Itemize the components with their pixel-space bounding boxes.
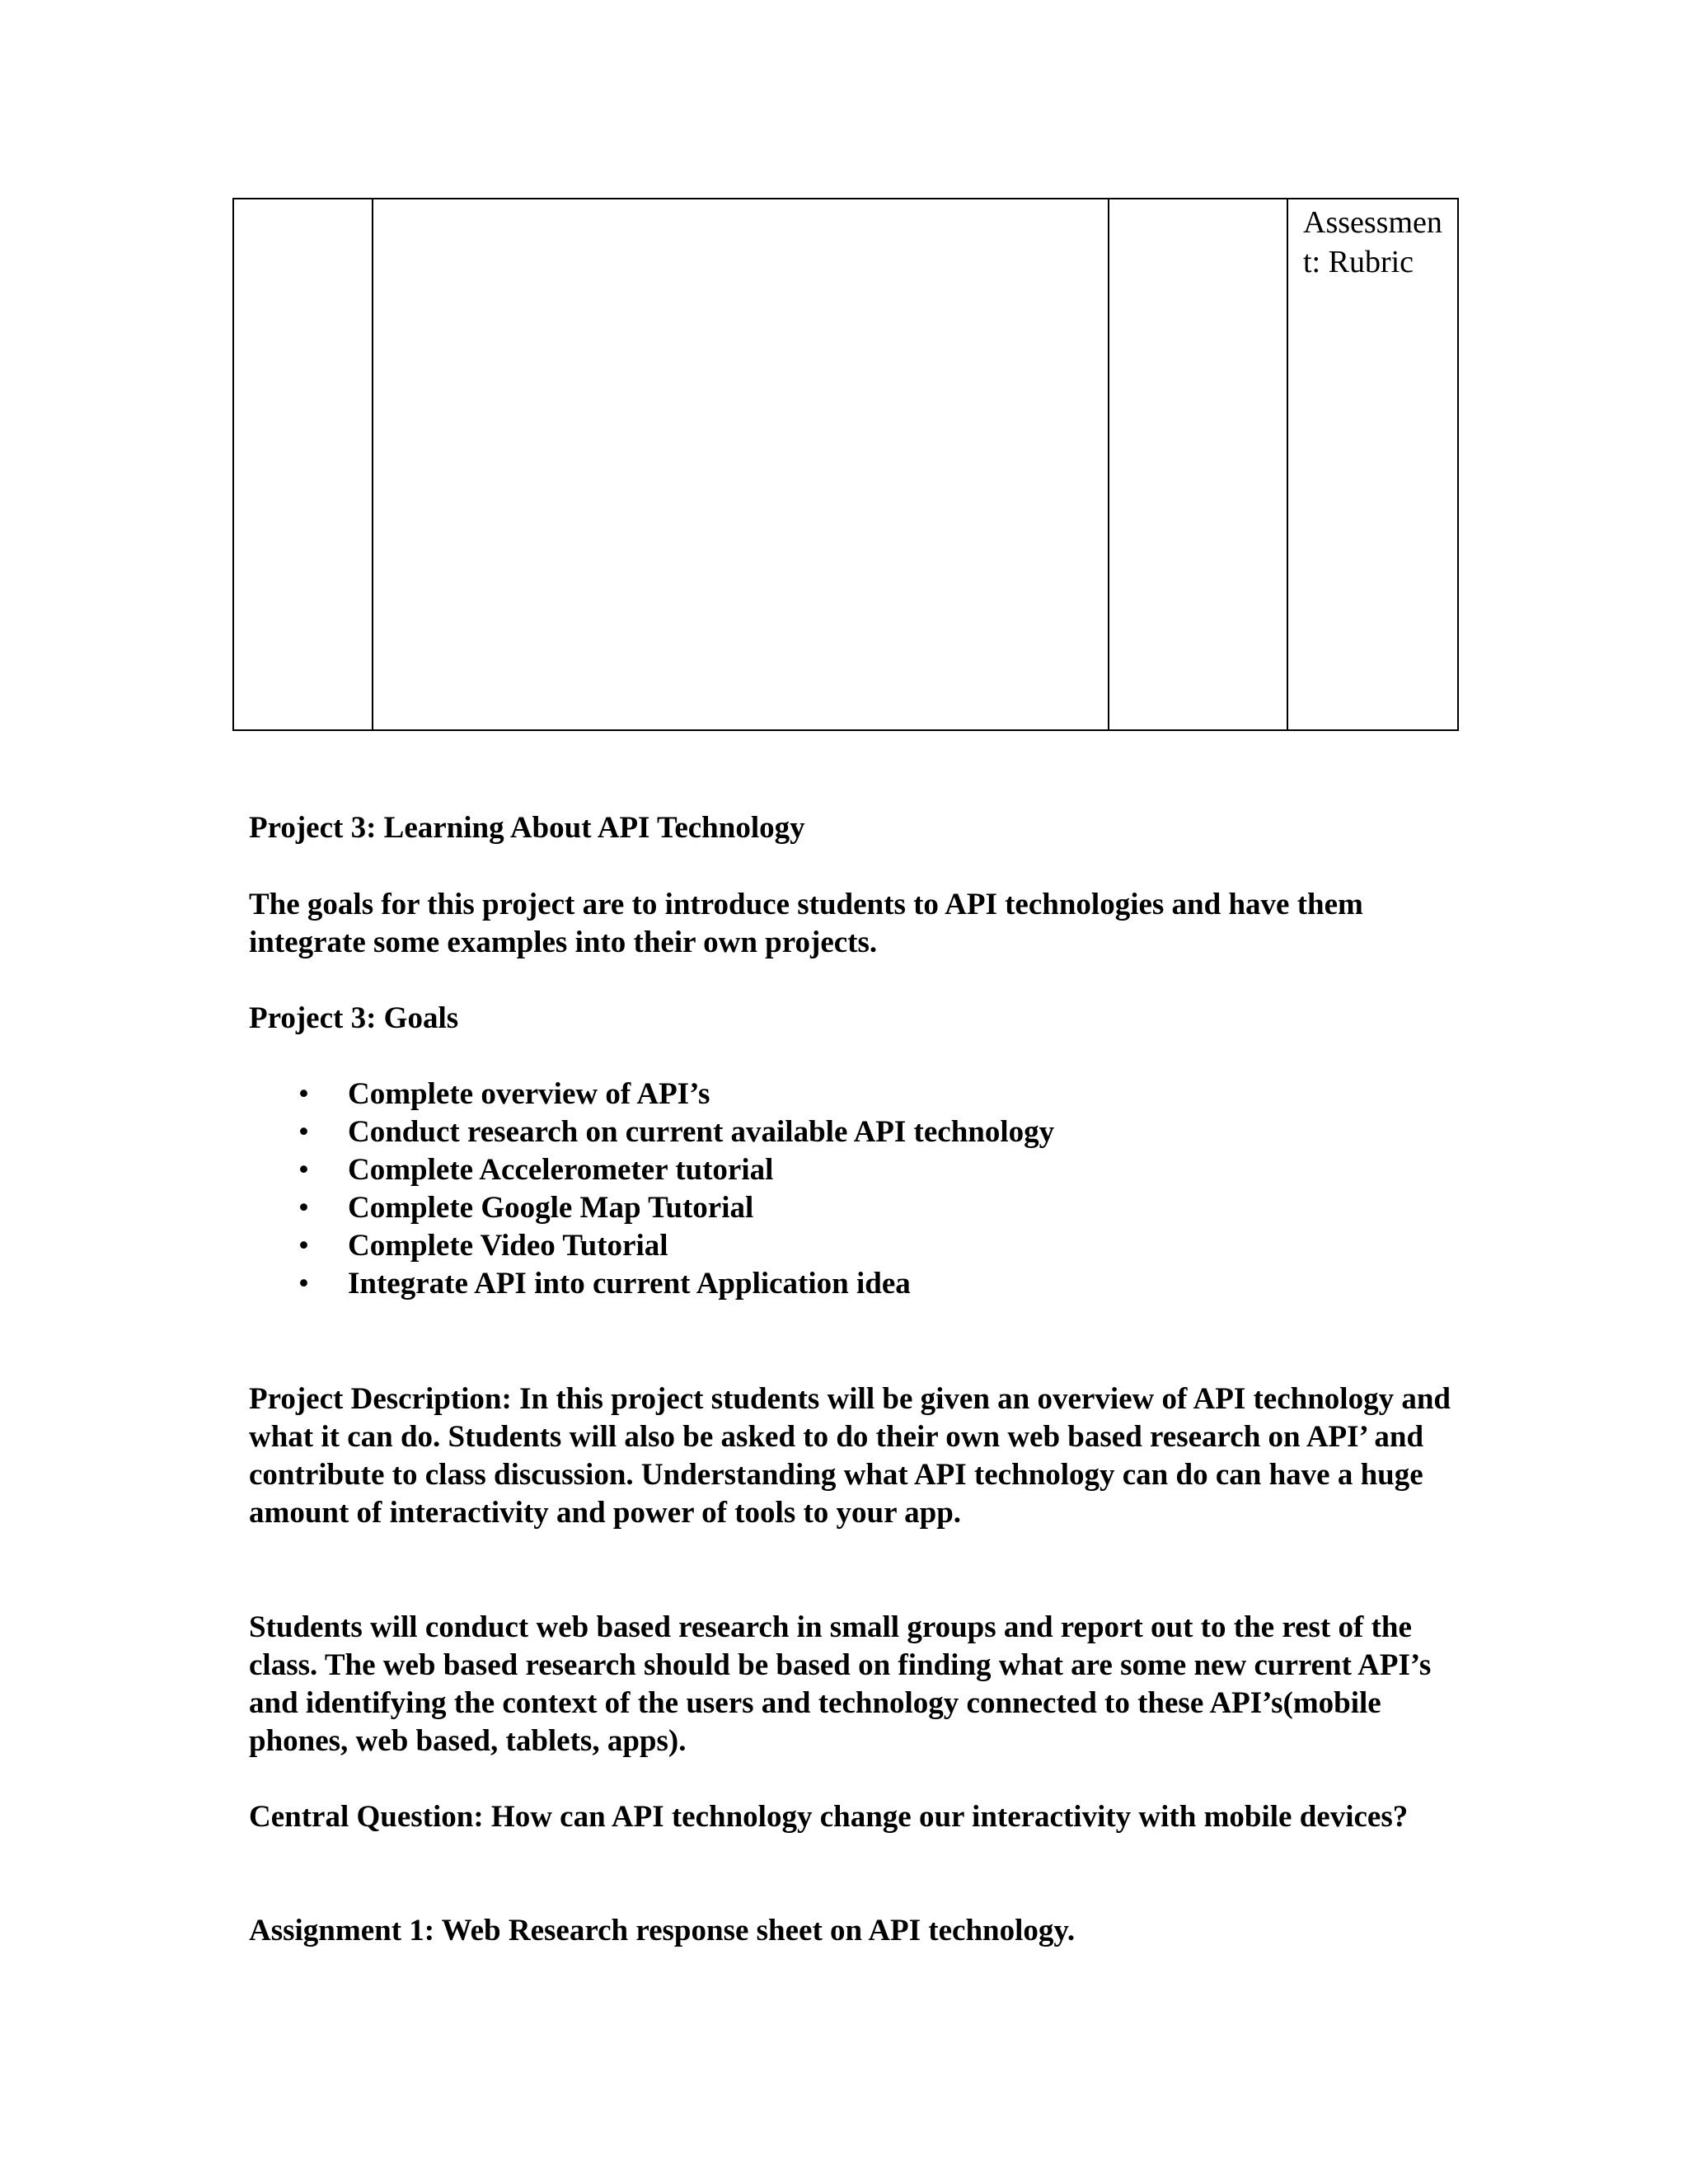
goals-list (249, 1076, 1452, 1303)
assessment-label: Assessment: Rubric (1303, 205, 1442, 279)
bullet-icon: • (298, 1191, 309, 1225)
list-item (249, 1151, 1452, 1189)
list-item (249, 1113, 1452, 1151)
project-intro: The goals for this project are to introduce students to API technologies and have them integrate some examples into their own projects. (249, 888, 1363, 959)
project-description: Project Description: In this project students will be given an overview of API technology and what it can do. Students will also be asked to do their own web based research on API’ and contribute to class discussion. Understanding what API technology can do can have a huge amount of interactivity and power of tools to your app. (249, 1382, 1451, 1530)
rubric-table (232, 198, 1459, 731)
table-cell (1109, 199, 1287, 730)
goal-text: Conduct research on current available API technology (348, 1115, 1055, 1149)
bullet-icon: • (298, 1229, 309, 1263)
bullet-icon: • (298, 1077, 309, 1111)
goal-text: Complete overview of API’s (348, 1077, 710, 1111)
goal-text: Complete Google Map Tutorial (348, 1191, 754, 1225)
goal-text: Complete Accelerometer tutorial (348, 1153, 774, 1187)
table-row (233, 199, 1458, 730)
goal-text: Integrate API into current Application idea (348, 1267, 911, 1301)
bullet-icon: • (298, 1153, 309, 1187)
bullet-icon: • (298, 1115, 309, 1149)
list-item (249, 1189, 1452, 1227)
central-question: Central Question: How can API technology change our interactivity with mobile devices? (249, 1800, 1409, 1834)
table-cell (373, 199, 1109, 730)
research-paragraph: Students will conduct web based research in small groups and report out to the rest of the class. The web based research should be based on finding what are some new current API’s and identifying the context of the users and technology connected to these API’s(mobile phones, web based, tablets, apps). (249, 1610, 1432, 1758)
list-item (249, 1227, 1452, 1265)
project-title: Project 3: Learning About API Technology (249, 811, 805, 845)
table-cell-assessment (1287, 199, 1458, 730)
goals-heading: Project 3: Goals (249, 1001, 459, 1035)
bullet-icon: • (298, 1267, 309, 1301)
list-item (249, 1076, 1452, 1113)
goal-text: Complete Video Tutorial (348, 1229, 668, 1263)
list-item (249, 1265, 1452, 1303)
assignment-line: Assignment 1: Web Research response sheet on API technology. (249, 1914, 1076, 1947)
table-cell (233, 199, 373, 730)
